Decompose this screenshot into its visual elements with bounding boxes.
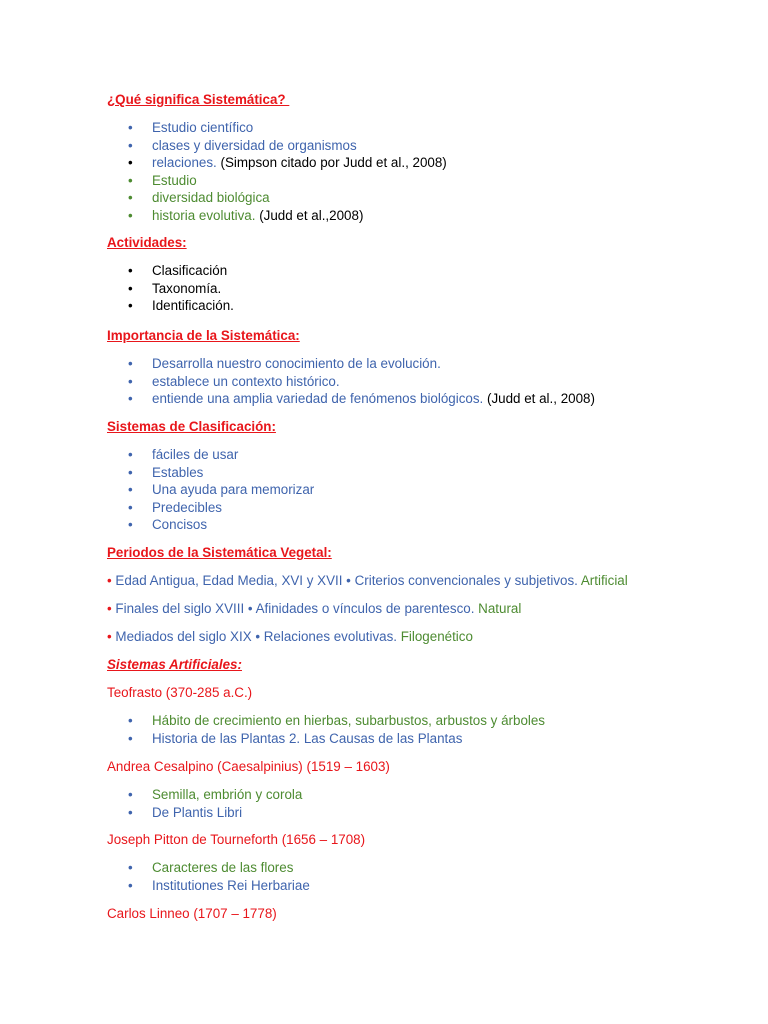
list-cesalpino (107, 786, 748, 821)
list-sistemas-clasificacion (107, 446, 748, 534)
list-item: • Identificación. (107, 297, 748, 315)
list-item: • Taxonomía. (107, 280, 748, 298)
list-item: • establece un contexto histórico. (107, 373, 748, 391)
list-teofrasto (107, 712, 748, 747)
list-item: • Caracteres de las flores (107, 859, 748, 877)
list-item: • Institutiones Rei Herbariae (107, 877, 748, 895)
list-item: • Hábito de crecimiento en hierbas, subarbustos, arbustos y árboles (107, 712, 748, 730)
list-item: • Predecibles (107, 499, 748, 517)
list-item: • Clasificación (107, 262, 748, 280)
heading-actividades: Actividades: (107, 235, 187, 250)
heading-que-significa: ¿Qué significa Sistemática? (107, 92, 290, 107)
author-name: Teofrasto (370-285 a.C.) (107, 685, 253, 700)
author-name: Carlos Linneo (1707 – 1778) (107, 906, 277, 921)
list-item: • Desarrolla nuestro conocimiento de la evolución. (107, 355, 748, 373)
list-item: • Estudio científico (107, 119, 748, 137)
list-item: • entiende una amplia variedad de fenómenos biológicos. (Judd et al., 2008) (107, 390, 748, 408)
list-item: • historia evolutiva. (Judd et al.,2008) (107, 207, 748, 225)
periodo-line: • Finales del siglo XVIII • Afinidades o vínculos de parentesco. Natural (107, 601, 522, 616)
list-item: • Estables (107, 464, 748, 482)
heading-sistemas-artificiales: Sistemas Artificiales: (107, 657, 242, 672)
author-name: Joseph Pitton de Tourneforth (1656 – 1708) (107, 832, 366, 847)
list-item: • Historia de las Plantas 2. Las Causas de las Plantas (107, 730, 748, 748)
heading-importancia: Importancia de la Sistemática: (107, 328, 300, 343)
list-item: • clases y diversidad de organismos (107, 137, 748, 155)
list-item: • Semilla, embrión y corola (107, 786, 748, 804)
list-item: • diversidad biológica (107, 189, 748, 207)
list-actividades (107, 262, 748, 315)
list-significa (107, 119, 748, 225)
heading-periodos: Periodos de la Sistemática Vegetal: (107, 545, 332, 560)
list-item: • De Plantis Libri (107, 804, 748, 822)
list-item: • Estudio (107, 172, 748, 190)
heading-sistemas-clasificacion: Sistemas de Clasificación: (107, 419, 276, 434)
author-name: Andrea Cesalpino (Caesalpinius) (1519 – 1603) (107, 759, 390, 774)
list-item: • Una ayuda para memorizar (107, 481, 748, 499)
list-item: • Concisos (107, 516, 748, 534)
list-item: • fáciles de usar (107, 446, 748, 464)
list-item: • relaciones. (Simpson citado por Judd et al., 2008) (107, 154, 748, 172)
periodo-line: • Edad Antigua, Edad Media, XVI y XVII • Criterios convencionales y subjetivos. Artificial (107, 573, 628, 588)
list-importancia (107, 355, 748, 408)
periodo-line: • Mediados del siglo XIX • Relaciones evolutivas. Filogenético (107, 629, 473, 644)
list-tourneforth (107, 859, 748, 894)
